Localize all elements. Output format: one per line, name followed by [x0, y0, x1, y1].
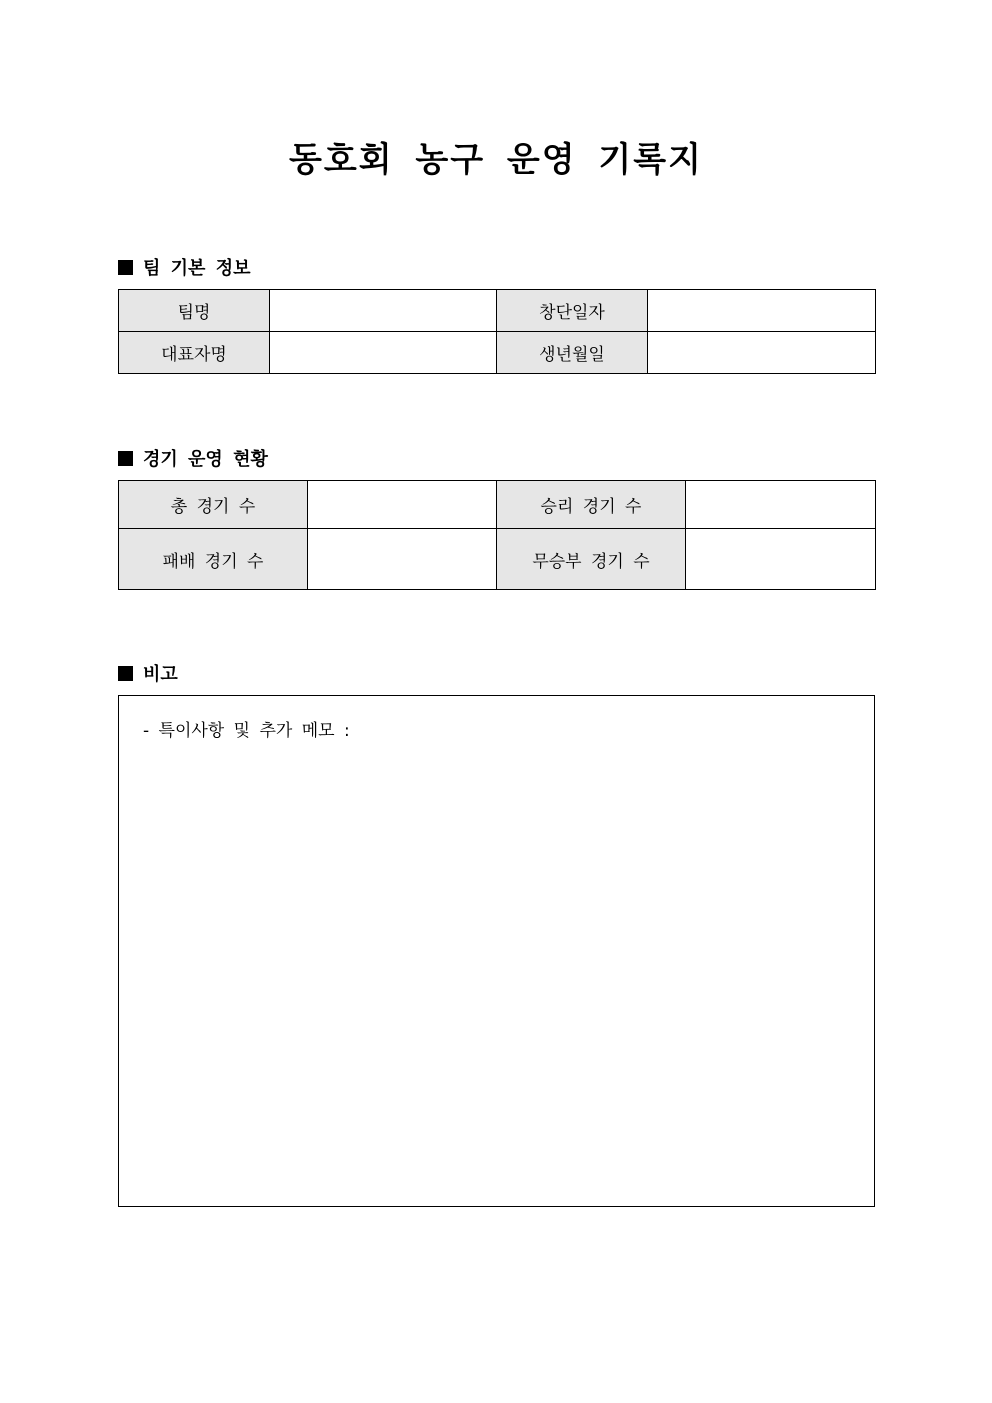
game-status-table — [118, 480, 876, 590]
wins-label: 승리 경기 수 — [497, 481, 686, 529]
game-status-heading-text: 경기 운영 현황 — [143, 449, 268, 470]
founding-date-field[interactable] — [648, 290, 876, 332]
table-row — [119, 290, 876, 332]
square-bullet-icon — [118, 451, 133, 466]
total-games-label: 총 경기 수 — [119, 481, 308, 529]
table-row — [119, 529, 876, 590]
remarks-note: - 특이사항 및 추가 메모 : — [143, 721, 350, 741]
birth-date-label: 생년월일 — [497, 332, 648, 374]
square-bullet-icon — [118, 666, 133, 681]
founding-date-label: 창단일자 — [497, 290, 648, 332]
team-info-heading-text: 팀 기본 정보 — [143, 258, 251, 279]
team-name-field[interactable] — [270, 290, 497, 332]
team-info-heading — [118, 254, 250, 280]
losses-field[interactable] — [308, 529, 497, 590]
page-title: 동호회 농구 운영 기록지 — [289, 140, 703, 180]
square-bullet-icon — [118, 260, 133, 275]
wins-field[interactable] — [686, 481, 876, 529]
total-games-field[interactable] — [308, 481, 497, 529]
remarks-heading-text: 비고 — [143, 664, 178, 685]
representative-name-label: 대표자명 — [119, 332, 270, 374]
table-row — [119, 332, 876, 374]
remarks-heading — [118, 660, 178, 686]
team-info-table — [118, 289, 876, 374]
losses-label: 패배 경기 수 — [119, 529, 308, 590]
table-row — [119, 481, 876, 529]
birth-date-field[interactable] — [648, 332, 876, 374]
team-name-label: 팀명 — [119, 290, 270, 332]
remarks-area[interactable] — [118, 695, 875, 1207]
draws-label: 무승부 경기 수 — [497, 529, 686, 590]
draws-field[interactable] — [686, 529, 876, 590]
game-status-heading — [118, 445, 268, 471]
representative-name-field[interactable] — [270, 332, 497, 374]
